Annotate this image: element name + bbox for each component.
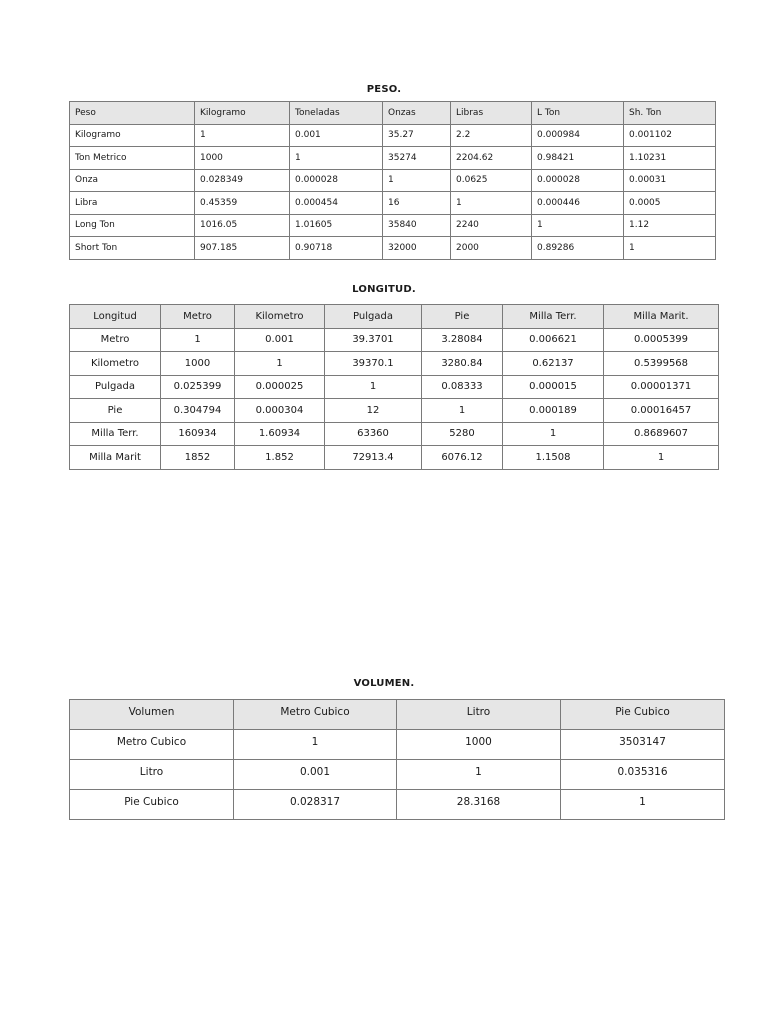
longitud-column-header: Metro bbox=[161, 305, 235, 329]
peso-cell: 1.01605 bbox=[290, 214, 383, 237]
peso-column-header: Libras bbox=[451, 102, 532, 125]
peso-table-row bbox=[70, 214, 716, 237]
longitud-column-header: Milla Marit. bbox=[604, 305, 719, 329]
peso-cell: 2.2 bbox=[451, 124, 532, 147]
longitud-row-label: Pulgada bbox=[70, 375, 161, 399]
peso-row-label: Short Ton bbox=[70, 237, 195, 260]
volumen-cell: 3503147 bbox=[561, 730, 725, 760]
peso-cell: 1016.05 bbox=[195, 214, 290, 237]
longitud-cell: 0.08333 bbox=[422, 375, 503, 399]
longitud-column-header: Longitud bbox=[70, 305, 161, 329]
peso-row-label: Onza bbox=[70, 169, 195, 192]
longitud-row-label: Pie bbox=[70, 399, 161, 423]
peso-cell: 2240 bbox=[451, 214, 532, 237]
volumen-cell: 0.028317 bbox=[234, 790, 397, 820]
longitud-cell: 5280 bbox=[422, 422, 503, 446]
volumen-header-row bbox=[70, 700, 725, 730]
longitud-cell: 1000 bbox=[161, 352, 235, 376]
longitud-cell: 1 bbox=[325, 375, 422, 399]
peso-cell: 35840 bbox=[383, 214, 451, 237]
peso-cell: 1.10231 bbox=[624, 147, 716, 170]
longitud-cell: 39.3701 bbox=[325, 328, 422, 352]
peso-table-row bbox=[70, 192, 716, 215]
longitud-table-row bbox=[70, 422, 719, 446]
longitud-cell: 1 bbox=[604, 446, 719, 470]
longitud-cell: 0.62137 bbox=[503, 352, 604, 376]
peso-cell: 0.001 bbox=[290, 124, 383, 147]
longitud-table-row bbox=[70, 446, 719, 470]
longitud-cell: 1.60934 bbox=[235, 422, 325, 446]
longitud-table bbox=[69, 304, 719, 470]
longitud-cell: 0.000025 bbox=[235, 375, 325, 399]
peso-cell: 0.90718 bbox=[290, 237, 383, 260]
volumen-table bbox=[69, 699, 725, 820]
longitud-cell: 3280.84 bbox=[422, 352, 503, 376]
longitud-table-row bbox=[70, 328, 719, 352]
longitud-cell: 0.8689607 bbox=[604, 422, 719, 446]
peso-cell: 16 bbox=[383, 192, 451, 215]
longitud-table-row bbox=[70, 399, 719, 423]
peso-cell: 1000 bbox=[195, 147, 290, 170]
longitud-column-header: Milla Terr. bbox=[503, 305, 604, 329]
longitud-cell: 3.28084 bbox=[422, 328, 503, 352]
longitud-cell: 0.0005399 bbox=[604, 328, 719, 352]
volumen-column-header: Pie Cubico bbox=[561, 700, 725, 730]
peso-column-header: Kilogramo bbox=[195, 102, 290, 125]
longitud-cell: 63360 bbox=[325, 422, 422, 446]
volumen-row-label: Litro bbox=[70, 760, 234, 790]
longitud-cell: 1.1508 bbox=[503, 446, 604, 470]
peso-table-row bbox=[70, 169, 716, 192]
peso-cell: 1 bbox=[195, 124, 290, 147]
peso-column-header: Peso bbox=[70, 102, 195, 125]
peso-table-row bbox=[70, 147, 716, 170]
longitud-row-label: Kilometro bbox=[70, 352, 161, 376]
volumen-column-header: Litro bbox=[397, 700, 561, 730]
longitud-title: LONGITUD. bbox=[352, 284, 416, 295]
volumen-cell: 1000 bbox=[397, 730, 561, 760]
peso-column-header: L Ton bbox=[532, 102, 624, 125]
peso-cell: 0.45359 bbox=[195, 192, 290, 215]
peso-row-label: Libra bbox=[70, 192, 195, 215]
peso-cell: 0.000454 bbox=[290, 192, 383, 215]
longitud-column-header: Pie bbox=[422, 305, 503, 329]
peso-row-label: Long Ton bbox=[70, 214, 195, 237]
peso-cell: 907.185 bbox=[195, 237, 290, 260]
volumen-table-row bbox=[70, 790, 725, 820]
volumen-title: VOLUMEN. bbox=[353, 678, 415, 689]
longitud-cell: 0.00016457 bbox=[604, 399, 719, 423]
peso-table bbox=[69, 101, 716, 260]
longitud-header-row bbox=[70, 305, 719, 329]
peso-cell: 0.98421 bbox=[532, 147, 624, 170]
longitud-cell: 0.025399 bbox=[161, 375, 235, 399]
longitud-cell: 1 bbox=[503, 422, 604, 446]
peso-cell: 0.0625 bbox=[451, 169, 532, 192]
longitud-cell: 1.852 bbox=[235, 446, 325, 470]
volumen-cell: 1 bbox=[234, 730, 397, 760]
volumen-cell: 1 bbox=[397, 760, 561, 790]
longitud-table-row bbox=[70, 352, 719, 376]
peso-cell: 1 bbox=[451, 192, 532, 215]
peso-cell: 1 bbox=[290, 147, 383, 170]
peso-cell: 0.000028 bbox=[290, 169, 383, 192]
peso-table-row bbox=[70, 124, 716, 147]
peso-cell: 1 bbox=[383, 169, 451, 192]
volumen-row-label: Metro Cubico bbox=[70, 730, 234, 760]
peso-cell: 1 bbox=[624, 237, 716, 260]
volumen-table-row bbox=[70, 760, 725, 790]
peso-cell: 0.0005 bbox=[624, 192, 716, 215]
peso-cell: 0.00031 bbox=[624, 169, 716, 192]
longitud-row-label: Metro bbox=[70, 328, 161, 352]
peso-title: PESO. bbox=[366, 84, 402, 95]
peso-cell: 1.12 bbox=[624, 214, 716, 237]
longitud-cell: 6076.12 bbox=[422, 446, 503, 470]
longitud-cell: 0.000304 bbox=[235, 399, 325, 423]
peso-cell: 0.000028 bbox=[532, 169, 624, 192]
peso-table-row bbox=[70, 237, 716, 260]
peso-column-header: Sh. Ton bbox=[624, 102, 716, 125]
longitud-column-header: Kilometro bbox=[235, 305, 325, 329]
longitud-cell: 0.000189 bbox=[503, 399, 604, 423]
longitud-cell: 0.001 bbox=[235, 328, 325, 352]
longitud-cell: 0.000015 bbox=[503, 375, 604, 399]
peso-header-row bbox=[70, 102, 716, 125]
longitud-cell: 72913.4 bbox=[325, 446, 422, 470]
longitud-cell: 1 bbox=[161, 328, 235, 352]
volumen-cell: 1 bbox=[561, 790, 725, 820]
peso-column-header: Toneladas bbox=[290, 102, 383, 125]
longitud-cell: 1852 bbox=[161, 446, 235, 470]
longitud-cell: 0.006621 bbox=[503, 328, 604, 352]
volumen-cell: 0.001 bbox=[234, 760, 397, 790]
longitud-cell: 1 bbox=[235, 352, 325, 376]
longitud-row-label: Milla Terr. bbox=[70, 422, 161, 446]
volumen-column-header: Metro Cubico bbox=[234, 700, 397, 730]
longitud-cell: 12 bbox=[325, 399, 422, 423]
peso-column-header: Onzas bbox=[383, 102, 451, 125]
peso-cell: 0.001102 bbox=[624, 124, 716, 147]
peso-row-label: Ton Metrico bbox=[70, 147, 195, 170]
peso-cell: 1 bbox=[532, 214, 624, 237]
longitud-column-header: Pulgada bbox=[325, 305, 422, 329]
longitud-cell: 39370.1 bbox=[325, 352, 422, 376]
longitud-cell: 0.5399568 bbox=[604, 352, 719, 376]
peso-cell: 35.27 bbox=[383, 124, 451, 147]
longitud-cell: 0.304794 bbox=[161, 399, 235, 423]
peso-cell: 0.028349 bbox=[195, 169, 290, 192]
volumen-column-header: Volumen bbox=[70, 700, 234, 730]
longitud-cell: 160934 bbox=[161, 422, 235, 446]
peso-cell: 32000 bbox=[383, 237, 451, 260]
peso-cell: 0.000446 bbox=[532, 192, 624, 215]
peso-cell: 0.000984 bbox=[532, 124, 624, 147]
peso-cell: 2204.62 bbox=[451, 147, 532, 170]
longitud-row-label: Milla Marit bbox=[70, 446, 161, 470]
longitud-cell: 1 bbox=[422, 399, 503, 423]
peso-cell: 35274 bbox=[383, 147, 451, 170]
peso-cell: 2000 bbox=[451, 237, 532, 260]
volumen-cell: 28.3168 bbox=[397, 790, 561, 820]
longitud-cell: 0.00001371 bbox=[604, 375, 719, 399]
peso-cell: 0.89286 bbox=[532, 237, 624, 260]
volumen-cell: 0.035316 bbox=[561, 760, 725, 790]
peso-row-label: Kilogramo bbox=[70, 124, 195, 147]
volumen-table-row bbox=[70, 730, 725, 760]
longitud-table-row bbox=[70, 375, 719, 399]
volumen-row-label: Pie Cubico bbox=[70, 790, 234, 820]
